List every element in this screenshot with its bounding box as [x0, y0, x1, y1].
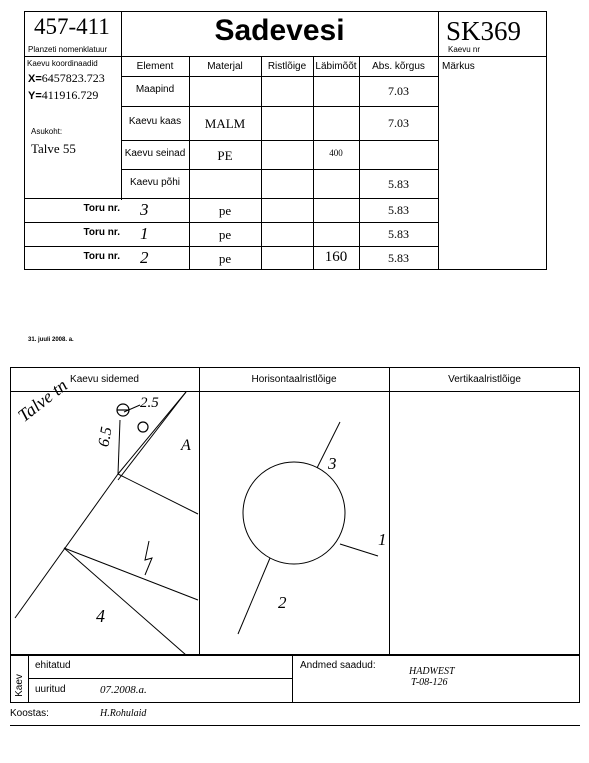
pipe-label-1: 1 — [378, 530, 387, 549]
table-element-cell: Maapind — [135, 84, 175, 95]
footer-built-label: ehitatud — [35, 660, 71, 671]
footer-data-source: HADWEST — [409, 666, 455, 677]
table-element-cell: Kaevu kaas — [128, 116, 182, 127]
table-header-cell: Element — [136, 61, 174, 72]
location-value: Talve 55 — [31, 141, 76, 156]
footer-surveyed-value: 07.2008.a. — [100, 684, 147, 696]
coord-x-value: 6457823.723 — [41, 71, 105, 85]
date-stamp: 31. juuli 2008. a. — [28, 337, 74, 343]
table-element-cell: Kaevu seinad — [124, 147, 186, 159]
street-annotation: Talve tn — [14, 375, 72, 426]
footer-row-divider — [28, 678, 292, 679]
footer-author-label: Koostas: — [10, 708, 49, 719]
pipe-material-cell: pe — [218, 227, 232, 242]
table-element-cell: Kaevu põhi — [129, 176, 181, 188]
footer-bottom-line — [10, 725, 580, 726]
pipe-label-3: 3 — [328, 454, 337, 473]
pipe-material-cell: pe — [218, 203, 232, 218]
pipe-abs-cell: 5.83 — [388, 203, 409, 217]
site-arrow — [145, 541, 152, 575]
coord-y-value: 411916.729 — [41, 88, 99, 102]
sketch-header-vertical: Vertikaalristlõige — [448, 374, 521, 385]
table-header-cell: Materjal — [207, 61, 243, 72]
footer-kaev-label: Kaev — [13, 674, 25, 697]
site-line-mid — [118, 474, 198, 514]
pipe-diameter-cell: 160 — [324, 249, 348, 265]
sketch-header-connections: Kaevu sidemed — [70, 374, 139, 385]
well-circle — [243, 462, 345, 564]
nomenclature-number: 457-411 — [34, 14, 110, 39]
location-label: Asukoht: — [31, 127, 63, 136]
table-abs-cell: 7.03 — [388, 116, 409, 130]
footer-author-value: H.Rohulaid — [100, 708, 147, 719]
table-diameter-cell: 400 — [329, 147, 343, 158]
pipe-material-cell: pe — [218, 251, 232, 266]
pipe-abs-cell: 5.83 — [388, 227, 409, 241]
pipe-line-2 — [238, 558, 270, 634]
horizontal-section — [238, 422, 378, 634]
pipe-number: 2 — [140, 248, 149, 267]
parcel-label-a: A — [181, 437, 191, 454]
coord-y-prefix: Y= — [28, 90, 42, 102]
pipe-number: 1 — [140, 224, 149, 243]
table-abs-cell: 7.03 — [388, 84, 409, 98]
nomenclature-label: Planzeti nomenklatuur — [28, 45, 108, 54]
site-line-well-link — [118, 420, 120, 474]
table-material-cell: PE — [217, 147, 233, 163]
pipe-line-1 — [340, 544, 378, 556]
coords-label: Kaevu koordinaadid — [27, 59, 98, 68]
site-dim-line — [124, 405, 140, 412]
coord-x-prefix: X= — [28, 73, 42, 85]
pipe-label-2: 2 — [278, 593, 287, 612]
table-header-cell: Märkus — [442, 61, 475, 72]
table-header-cell: Ristlõige — [267, 61, 307, 72]
pipe-row-label: Toru nr. — [83, 227, 120, 238]
pipe-row-label: Toru nr. — [83, 203, 120, 214]
parcel-label-4: 4 — [96, 606, 105, 626]
table-header-cell: Abs. kõrgus — [372, 61, 425, 72]
footer-data-code: T-08-126 — [411, 677, 448, 688]
site-line-lower — [64, 548, 198, 600]
sketch-header-horizontal: Horisontaalristlõige — [251, 374, 337, 385]
site-line-diag-c — [15, 474, 118, 618]
pipe-arrow-site — [145, 541, 152, 575]
page-title: Sadevesi — [214, 14, 345, 47]
footer-data-label: Andmed saadud: — [300, 660, 376, 671]
table-abs-cell: 5.83 — [388, 176, 409, 191]
footer-kaev-divider — [28, 655, 29, 703]
well-number: SK369 — [446, 16, 522, 46]
table-material-cell: MALM — [204, 116, 246, 131]
well-number-label: Kaevu nr — [448, 45, 481, 54]
pipe-number: 3 — [140, 200, 149, 219]
distance-annotation-1: 6.5 — [95, 425, 116, 449]
pipe-row-label: Toru nr. — [83, 251, 120, 262]
table-header-cell: Läbimõõt — [315, 61, 357, 72]
pipe-abs-cell: 5.83 — [388, 251, 409, 265]
footer-surveyed-label: uuritud — [35, 684, 66, 695]
footer-frame — [10, 655, 580, 703]
well-secondary-symbol — [138, 422, 148, 432]
footer-mid-divider — [292, 655, 293, 703]
distance-annotation-2: 2.5 — [140, 395, 159, 411]
site-line-bottom — [64, 548, 186, 655]
